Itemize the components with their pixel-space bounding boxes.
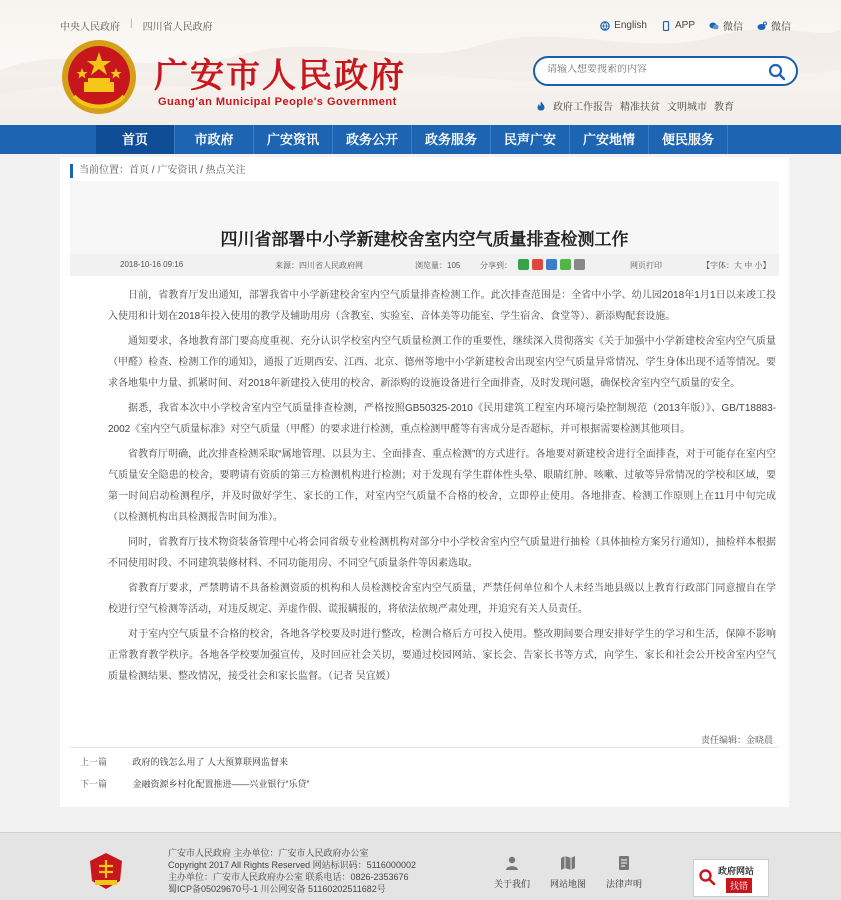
link-sichuan-government[interactable]: 四川省人民政府	[142, 22, 213, 33]
footer-line: 主办单位：广安市人民政府办公室 联系电话：0826-2353676	[168, 872, 409, 882]
phone-icon	[661, 21, 671, 31]
legal-notice-link[interactable]	[604, 855, 644, 890]
article-paragraph: 省教育厅要求，严禁聘请不具备检测资质的机构和人员检测校舍室内空气质量，严禁任何单位和个人未经当地县级以上教育行政部门同意擅自在学校进行空气检测等活动，对违反规定、弄虚作假、谎报瞒报的，将依法依规严肃处理，并追究有关人员责任。	[108, 583, 776, 615]
site-map-label: 网站地图	[549, 879, 586, 889]
site-header	[0, 0, 841, 125]
top-links	[60, 18, 213, 33]
about-us-label: 关于我们	[493, 879, 530, 889]
nav-item-services[interactable]: 政务服务	[412, 125, 491, 154]
hot-word-3[interactable]: 文明城市	[667, 102, 707, 113]
next-article	[80, 773, 310, 795]
search-box	[533, 56, 798, 86]
next-article-link[interactable]: 金融资源乡村化配置推进——兴业银行“乐贷”	[132, 779, 310, 789]
article-source: 来源：四川省人民政府网	[275, 261, 363, 270]
magnifier-icon	[698, 868, 716, 886]
fire-icon	[536, 101, 546, 111]
site-footer	[0, 832, 841, 900]
share-qzone-icon[interactable]	[518, 259, 529, 270]
nav-item-convenience[interactable]: 便民服务	[649, 125, 728, 154]
share-tencent-icon[interactable]	[546, 259, 557, 270]
wechat-link[interactable]	[709, 18, 743, 33]
english-label: English	[614, 20, 647, 31]
english-link[interactable]	[600, 20, 647, 31]
party-government-logo[interactable]	[86, 851, 126, 891]
article-paragraph: 同时，省教育厅技术物资装备管理中心将会同省级专业检测机构对部分中小学校舍室内空气质量进行抽检（具体抽检方案另行通知），抽检样本根据不同使用时段、不同建筑装修材料、不同功能用房、不同空气质量条件等因素选取。	[108, 537, 776, 569]
site-subtitle: Guang'an Municipal People's Government	[158, 96, 397, 108]
national-emblem-logo[interactable]	[60, 38, 138, 116]
wechat-icon	[709, 21, 719, 31]
link-central-government[interactable]: 中央人民政府	[60, 22, 120, 33]
weibo-label: 微信	[771, 22, 791, 33]
site-title: 广安市人民政府	[154, 56, 406, 96]
search-input[interactable]	[547, 64, 757, 75]
globe-icon	[600, 21, 610, 31]
view-count: 浏览量：105	[415, 261, 461, 270]
wechat-label: 微信	[723, 22, 743, 33]
article-paragraph: 通知要求，各地教育部门要高度重视、充分认识学校室内空气质量检测工作的重要性，继续深入贯彻落实《关于加强中小学新建校舍室内空气质量（甲醛）检查、检测工作的通知》，通报了近期西安、江西、北京、德州等地中小学新建校舍出现室内空气质量异常情况、学生身体出现不适等情况。要求各地集中力量、抓紧时间、对2018年新建投入使用的校舍、新添购的设施设备进行全面排查，及时发现问题，确保校舍室内空气质量的安全。	[108, 336, 776, 389]
nav-item-news[interactable]: 广安资讯	[254, 125, 333, 154]
hot-word-2[interactable]: 精准扶贫	[620, 102, 660, 113]
share-label: 分享到：	[480, 261, 512, 270]
share-wechat-icon[interactable]	[560, 259, 571, 270]
weibo-icon	[757, 21, 767, 31]
breadcrumb[interactable]: 当前位置：首页 / 广安资讯 / 热点关注	[70, 164, 246, 178]
footer-line: Copyright 2017 All Rights Reserved 网站标识码：5116000002	[168, 860, 416, 870]
legal-notice-label: 法律声明	[605, 879, 642, 889]
footer-line: 广安市人民政府 主办单位：广安市人民政府办公室	[168, 848, 369, 858]
publish-date: 2018-10-16 09:16	[120, 260, 184, 269]
article-title: 四川省部署中小学新建校舍室内空气质量排查检测工作	[220, 230, 629, 249]
site-map-link[interactable]	[548, 855, 588, 890]
hot-words	[536, 98, 734, 113]
divider	[70, 747, 779, 748]
badge-title: 政府网站	[718, 866, 755, 876]
nav-item-local-info[interactable]: 广安地情	[570, 125, 649, 154]
font-size-selector[interactable]: 【字体：大 中 小】	[702, 261, 771, 270]
app-link[interactable]	[661, 20, 695, 31]
person-icon	[504, 855, 520, 871]
article-meta	[70, 254, 779, 276]
print-label[interactable]: 网页打印	[630, 261, 662, 270]
prev-next-links	[80, 751, 310, 795]
main-nav	[0, 125, 841, 154]
footer-info	[168, 847, 416, 895]
next-label: 下一篇	[80, 779, 108, 789]
article-body	[108, 285, 776, 691]
error-report-badge[interactable]	[693, 859, 769, 897]
top-tools	[600, 18, 791, 33]
prev-article	[80, 751, 310, 773]
nav-item-home[interactable]: 首页	[96, 125, 175, 154]
about-us-link[interactable]	[492, 855, 532, 890]
responsible-editor: 责任编辑：金晓晨	[700, 735, 773, 745]
share-weibo-icon[interactable]	[532, 259, 543, 270]
weibo-link[interactable]	[757, 18, 791, 33]
nav-item-city-government[interactable]: 市政府	[175, 125, 254, 154]
footer-line[interactable]: 蜀ICP备05029670号-1 川公网安备 51160202511682号	[168, 884, 386, 894]
prev-label: 上一篇	[80, 757, 108, 767]
badge-action: 找错	[726, 878, 752, 893]
nav-list	[96, 125, 728, 154]
share-more-icon[interactable]	[574, 259, 585, 270]
nav-item-public-voice[interactable]: 民声广安	[491, 125, 570, 154]
share-buttons	[518, 259, 585, 270]
divider: |	[130, 18, 133, 29]
article-card	[60, 157, 789, 807]
prev-article-link[interactable]: 政府的钱怎么用了 人大预算联网监督来	[132, 757, 289, 767]
app-label: APP	[674, 20, 695, 31]
article-paragraph: 据悉，我省本次中小学校舍室内空气质量排查检测，严格按照GB50325-2010《民用建筑工程室内环境污染控制规范（2013年版）》、GB/T18883-2002《室内空气质量标准》对空气质量（甲醛）的要求进行检测，重点检测甲醛等有害成分是否超标，并可根据需要检测其他项目。	[108, 403, 776, 435]
document-icon	[616, 855, 632, 871]
hot-word-1[interactable]: 政府工作报告	[553, 102, 613, 113]
hot-word-4[interactable]: 教育	[714, 102, 734, 113]
map-icon	[560, 855, 576, 871]
footer-links	[492, 855, 644, 890]
article-paragraph: 省教育厅明确，此次排查检测采取“属地管理、以县为主、全面排查、重点检测”的方式进行。各地要对新建校舍进行全面排查，对于可能存在室内空气质量安全隐患的校舍，要聘请有资质的第三方检测机构进行检测；对于发现有学生群体性头晕、眼睛红肿、咳嗽、过敏等异常情况的学校和区域，要第一时间启动检测程序，并及时做好学生、家长的工作，对室内空气质量不合格的校舍，立即停止使用。各地排查、检测工作原则上在11月中旬完成（以检测机构出具检测报告时间为准）。	[108, 449, 776, 523]
search-icon[interactable]	[768, 63, 786, 81]
article-paragraph: 日前，省教育厅发出通知，部署我省中小学新建校舍室内空气质量排查检测工作。此次排查范围是：全省中小学、幼儿园2018年1月1日以来竣工投入使用和计划在2018年投入使用的教学及辅助用房（含教室、实验室、音体美等功能室、学生宿舍、食堂等）、新添购配套设施。	[108, 290, 776, 322]
article-paragraph: 对于室内空气质量不合格的校舍，各地各学校要及时进行整改，检测合格后方可投入使用。整改期间要合理安排好学生的学习和生活，保障不影响正常教育教学秩序。各地各学校要加强宣传，及时回应社会关切，要通过校园网站、家长会、告家长书等方式，向学生、家长和社会公开校舍室内空气质量检测结果、整改情况，接受社会和家长监督。（记者 吴宜媛）	[108, 629, 776, 682]
nav-item-government-affairs[interactable]: 政务公开	[333, 125, 412, 154]
